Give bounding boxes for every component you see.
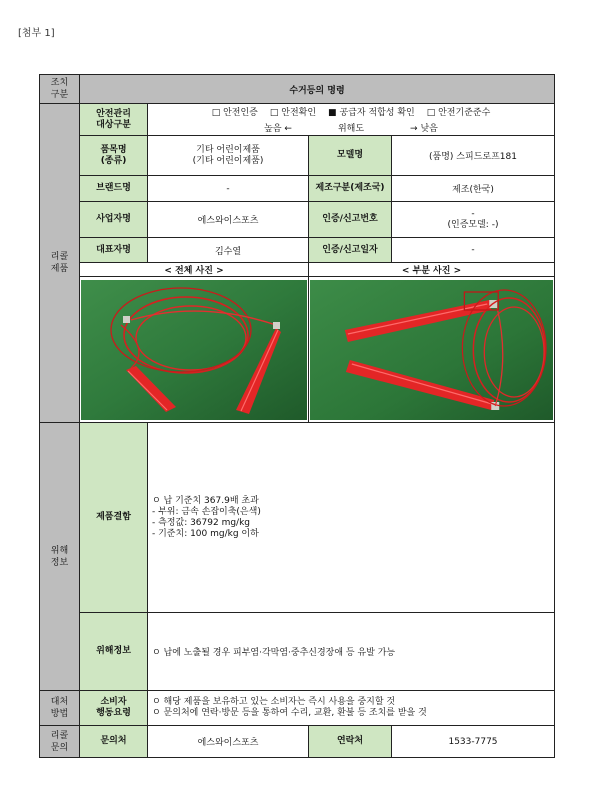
brand-label: 브랜드명 xyxy=(80,176,148,202)
action-type-header: 조치 구분 xyxy=(40,75,80,104)
option-supplier-conformity: ■ 공급자 적합성 확인 xyxy=(328,108,415,118)
consumer-guide-label: 소비자 행동요령 xyxy=(80,691,148,726)
attachment-label: [첨부 1] xyxy=(18,28,55,39)
model-value: (품명) 스피드로프181 xyxy=(392,136,555,176)
defect-details: ㅇ 납 기준치 367.9배 초과 - 부위: 금속 손잡이축(은색) - 측정값: 36792 mg/kg - 기준치: 100 mg/kg 이하 xyxy=(148,423,555,613)
option-safety-standard: □ 안전기준준수 xyxy=(426,108,491,118)
recall-product-label: 리콜 제품 xyxy=(40,104,80,423)
recall-inquiry-label: 리콜 문의 xyxy=(40,726,80,758)
hazard-info-label: 위해 정보 xyxy=(40,423,80,691)
safety-class-label: 안전관리 대상구분 xyxy=(80,104,148,136)
cert-date-label: 인증/신고일자 xyxy=(309,238,392,263)
company-value: 에스와이스포츠 xyxy=(148,202,309,238)
phone-value: 1533-7775 xyxy=(392,726,555,758)
hazard-level-scale: 높음 ← 위해도 → 낮음 xyxy=(264,124,438,134)
page-title: 수거등의 명령 xyxy=(80,75,555,104)
representative-value: 김수열 xyxy=(148,238,309,263)
recall-order-table xyxy=(39,74,555,758)
option-safety-cert: □ 안전인증 xyxy=(211,108,258,118)
manufacture-value: 제조(한국) xyxy=(392,176,555,202)
contact-org-value: 에스와이스포츠 xyxy=(148,726,309,758)
full-photo xyxy=(80,277,309,423)
jump-rope-part-photo xyxy=(310,280,553,420)
full-photo-caption: < 전체 사진 > xyxy=(80,263,309,277)
consumer-guide-text: ㅇ 해당 제품을 보유하고 있는 소비자는 즉시 사용을 중지할 것 ㅇ 문의처에 연락·방문 등을 통하여 수리, 교환, 환불 등 조치를 받을 것 xyxy=(148,691,555,726)
phone-label: 연락처 xyxy=(309,726,392,758)
part-photo-caption: < 부분 사진 > xyxy=(309,263,555,277)
model-label: 모델명 xyxy=(309,136,392,176)
action-method-label: 대처 방법 xyxy=(40,691,80,726)
defect-label: 제품결함 xyxy=(80,423,148,613)
item-name-label: 품목명 (종류) xyxy=(80,136,148,176)
contact-org-label: 문의처 xyxy=(80,726,148,758)
jump-rope-full-photo xyxy=(81,280,307,420)
cert-date-value: - xyxy=(392,238,555,263)
hazard-detail-label: 위해정보 xyxy=(80,613,148,691)
manufacture-label: 제조구분(제조국) xyxy=(309,176,392,202)
cert-number-value: - (인증모델: -) xyxy=(392,202,555,238)
brand-value: - xyxy=(148,176,309,202)
cert-number-label: 인증/신고번호 xyxy=(309,202,392,238)
part-photo xyxy=(309,277,555,423)
company-label: 사업자명 xyxy=(80,202,148,238)
safety-class-value xyxy=(148,104,555,136)
hazard-detail-text: ㅇ 납에 노출될 경우 피부염·각막염·중추신경장애 등 유발 가능 xyxy=(148,613,555,691)
item-name-value: 기타 어린이제품 (기타 어린이제품) xyxy=(148,136,309,176)
option-safety-check: □ 안전확인 xyxy=(269,108,317,118)
representative-label: 대표자명 xyxy=(80,238,148,263)
